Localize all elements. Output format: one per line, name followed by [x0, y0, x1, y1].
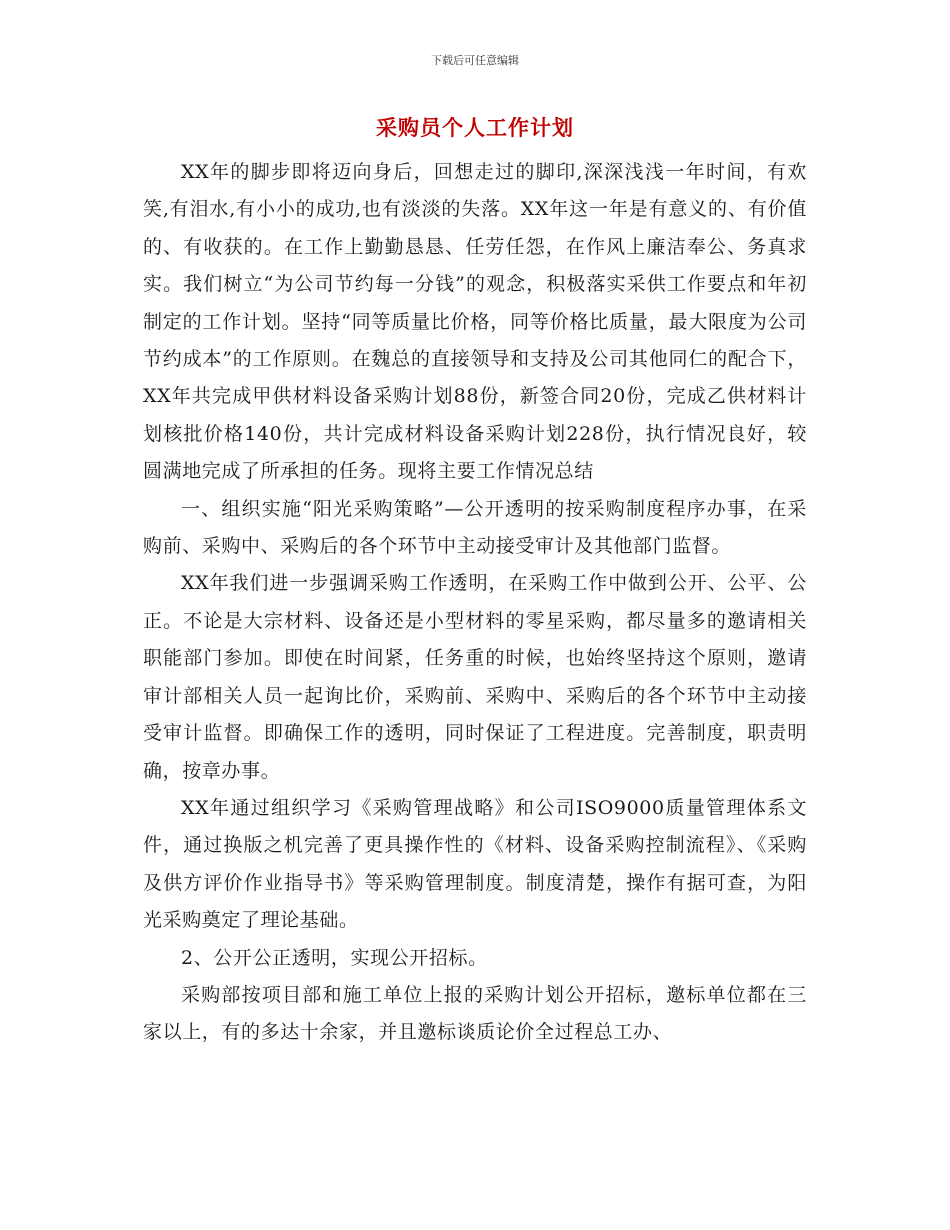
header-note: 下载后可任意编辑 [431, 54, 519, 67]
paragraph-section-1: 一、组织实施“阳光采购策略”—公开透明的按采购制度程序办事，在采购前、采购中、采购后的各个环节中主动接受审计及其他部门监督。 [143, 497, 807, 558]
document-body [143, 154, 807, 1052]
paragraph-intro: XX年的脚步即将迈向身后，回想走过的脚印,深深浅浅一年时间，有欢笑,有泪水,有小小的成功,也有淡淡的失落。XX年这一年是有意义的、有价值的、有收获的。在工作上勤勤恳恳、任劳任怨，在作风上廉洁奉公、务真求实。我们树立“为公司节约每一分钱”的观念，积极落实采供工作要点和年初制定的工作计划。坚持“同等质量比价格，同等价格比质量，最大限度为公司节约成本”的工作原则。在魏总的直接领导和支持及公司其他同仁的配合下，XX年共完成甲供材料设备采购计划88份，新签合同20份，完成乙供材料计划核批价格140份，共计完成材料设备采购计划228份，执行情况良好，较圆满地完成了所承担的任务。现将主要工作情况总结 [143, 161, 807, 483]
paragraph-section-2: 2、公开公正透明，实现公开招标。 [181, 946, 488, 969]
document-title: 采购员个人工作计划 [376, 116, 574, 140]
paragraph-bidding: 采购部按项目部和施工单位上报的采购计划公开招标，邀标单位都在三家以上，有的多达十余家，并且邀标谈质论价全过程总工办、 [143, 983, 807, 1044]
paragraph-management-system: XX年通过组织学习《采购管理战略》和公司ISO9000质量管理体系文件，通过换版之机完善了更具操作性的《材料、设备采购控制流程》、《采购及供方评价作业指导书》等采购管理制度。制度清楚，操作有据可查，为阳光采购奠定了理论基础。 [143, 796, 807, 932]
paragraph-transparency: XX年我们进一步强调采购工作透明，在采购工作中做到公开、公平、公正。不论是大宗材料、设备还是小型材料的零星采购，都尽量多的邀请相关职能部门参加。即使在时间紧，任务重的时候，也始终坚持这个原则，邀请审计部相关人员一起询比价，采购前、采购中、采购后的各个环节中主动接受审计监督。即确保工作的透明，同时保证了工程进度。完善制度，职责明确，按章办事。 [143, 572, 807, 782]
